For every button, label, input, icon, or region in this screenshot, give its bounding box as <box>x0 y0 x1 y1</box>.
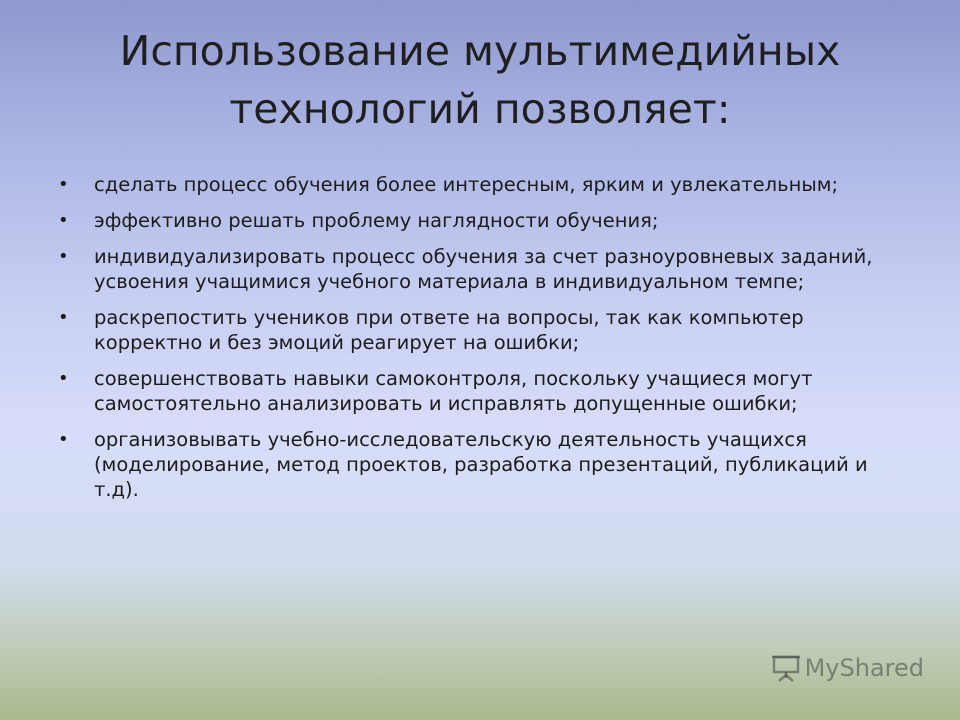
slide-title: Использование мультимедийных технологий позволяет: <box>119 27 841 133</box>
bullet-text: эффективно решать проблему наглядности обучения; <box>94 209 659 232</box>
bullet-icon: • <box>58 210 69 231</box>
watermark-text: MyShared <box>804 654 924 682</box>
list-item <box>58 366 918 416</box>
bullet-text: индивидуализировать процесс обучения за счет разноуровневых заданий, усвоения учащимися учебного материала в индивидуальном темпе; <box>94 245 873 293</box>
bullet-icon: • <box>58 368 69 389</box>
list-item <box>58 305 918 355</box>
bullet-list <box>58 172 918 513</box>
list-item <box>58 244 918 294</box>
bullet-text: раскрепостить учеников при ответе на вопросы, так как компьютер корректно и без эмоций реагирует на ошибки; <box>94 306 804 354</box>
bullet-text: совершенствовать навыки самоконтроля, поскольку учащиеся могут самостоятельно анализировать и исправлять допущенные ошибки; <box>94 367 813 415</box>
bullet-icon: • <box>58 246 69 267</box>
list-item <box>58 172 918 197</box>
bullet-text: организовывать учебно-исследовательскую деятельность учащихся (моделирование, метод проектов, разработка презентаций, публикаций и т.д). <box>94 428 868 501</box>
presentation-board-icon <box>771 654 801 682</box>
list-item <box>58 208 918 233</box>
bullet-icon: • <box>58 429 69 450</box>
bullet-icon: • <box>58 174 69 195</box>
bullet-icon: • <box>58 307 69 328</box>
list-item <box>58 427 918 502</box>
watermark-logo <box>771 654 924 682</box>
bullet-text: сделать процесс обучения более интересным, ярким и увлекательным; <box>94 173 839 196</box>
